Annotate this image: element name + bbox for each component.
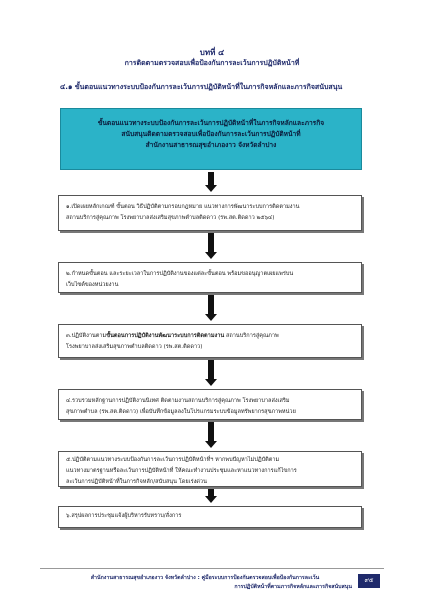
flow-arrow [205, 172, 217, 194]
step-3-line-1: ๓.ปฏิบัติงานตามขั้นตอนการปฏิบัติงานพัฒนาระบบการติดตามงาน สถานบริการสู่คุณภาพ [66, 333, 279, 339]
header-line-2: สนับสนุนติดตามตรวจสอบเพื่อป้องกันการละเว้นการปฏิบัติหน้าที่ [121, 130, 301, 138]
chapter-subtitle: การติดตามตรวจสอบเพื่อป้องกันการละเว้นการปฏิบัติหน้าที่ [124, 59, 300, 67]
step-3-line-2: โรงพยาบาลส่งเสริมสุขภาพตำบลติดดาว (รพ.สต.ติดดาว) [66, 344, 203, 350]
flow-arrow [205, 420, 217, 450]
step-2-box [58, 262, 362, 293]
step-2-line-1: ๒.กำหนดขั้นตอน และระยะเวลาในการปฏิบัติงานของแต่ละขั้นตอน พร้อมขออนุญาตเผยแพร่บน [66, 271, 294, 277]
step-6-line-1: ๖.สรุปผลการประชุมแจ้งผู้บริหารรับทราบ/สั่งการ [66, 513, 182, 519]
flow-arrow [205, 358, 217, 388]
page-number: ๙๕ [358, 574, 380, 588]
step-5-line-1: ๕.ปฏิบัติตามแนวทางระบบป้องกันการละเว้นการปฏิบัติหน้าที่ฯ หากพบปัญหาไม่ปฏิบัติตาม [66, 457, 280, 463]
step-5-line-3: ละเว้นการปฏิบัติหน้าที่ในภารกิจหลัก/สนับสนุน โดยเร่งด่วน [66, 479, 207, 485]
step-6-box [58, 506, 362, 528]
step-5-box [58, 451, 362, 487]
page-footer [40, 574, 370, 592]
footer-line-1: สำนักงานสาธารณสุขอำเภองาว จังหวัดลำปาง : คู่มือระบบการป้องกันตรวจสอบเพื่อป้องกันการละเว้น [90, 575, 320, 581]
step-2-line-2: เว็บไซต์ของหน่วยงาน [66, 282, 119, 288]
flow-arrow [205, 293, 217, 323]
flow-arrow [205, 487, 217, 505]
step-4-box [58, 389, 362, 420]
step-1-line-1: ๑.เปิดเผยหลักเกณฑ์ ขั้นตอน วิธีปฏิบัติตามกรอบกฎหมาย แนวทางการพัฒนาระบบการติดตามงาน [66, 204, 300, 210]
section-heading: ๔.๑ ขั้นตอนแนวทางระบบป้องกันการละเว้นการปฏิบัติหน้าที่ในภารกิจหลักและภารกิจสนับสนุน [60, 83, 343, 91]
step-4-line-2: สุขภาพตำบล (รพ.สต.ติดดาว) เพื่อบันทึกข้อมูลลงในโปรแกรมระบบข้อมูลทรัพยากรสุขภาพหน่วย [66, 409, 296, 415]
flow-arrow [205, 231, 217, 261]
chapter-title: บทที่ ๔ [199, 48, 225, 57]
process-header-box [60, 108, 362, 170]
step-3-box [58, 324, 362, 358]
step-1-line-2: สถานบริการสู่คุณภาพ โรงพยาบาลส่งเสริมสุขภาพตำบลติดดาว (รพ.สต.ติดดาว ๒๕๖๔) [66, 215, 275, 221]
step-5-line-2: แนวทางมาตรฐานหรือละเว้นการปฏิบัติหน้าที่ ให้คณะทำงานประชุมและหาแนวทางการแก้ไขการ [66, 468, 297, 474]
step-3-bold-text: ขั้นตอนการปฏิบัติงานพัฒนาระบบการติดตามงาน [106, 333, 225, 339]
header-line-3: สำนักงานสาธารณสุขอำเภองาว จังหวัดลำปาง [145, 141, 277, 149]
step-1-box [58, 195, 362, 231]
footer-divider [40, 568, 384, 569]
step-4-line-1: ๔.รวบรวมหลักฐานการปฏิบัติงานนิเทศ ติดตามงานสถานบริการสู่คุณภาพ โรงพยาบาลส่งเสริม [66, 398, 290, 404]
footer-line-2: การปฏิบัติหน้าที่ตามภารกิจหลักและภารกิจสนับสนุน [234, 584, 352, 590]
header-line-1: ขั้นตอนแนวทางระบบป้องกันการละเว้นการปฏิบัติหน้าที่ในภารกิจหลักและภารกิจ [97, 119, 325, 127]
